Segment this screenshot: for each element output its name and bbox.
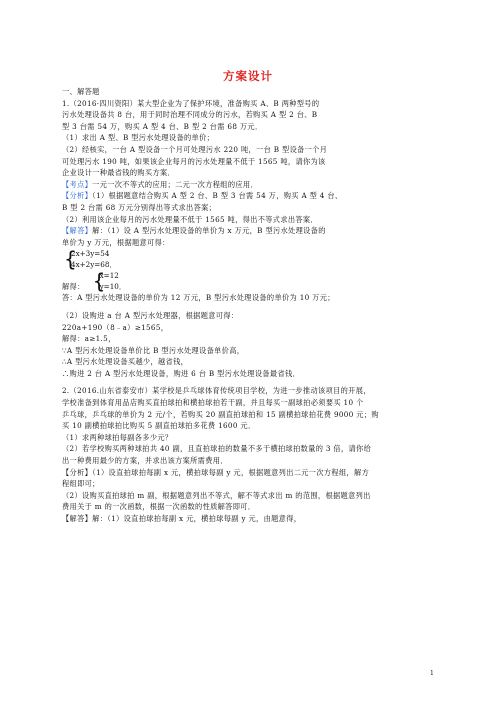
- q2-line-6: （2）若学校购买两种球拍共 40 副，且直拍球拍的数量不多于横拍球拍数量的 3 倍，请你给: [62, 444, 372, 454]
- q2-line-5: （1）求两种球拍每副各多少元？: [62, 432, 173, 442]
- kaodian-line: [62, 179, 428, 191]
- page-number: 1: [430, 670, 434, 677]
- doc-title: 方案设计: [223, 69, 273, 83]
- jieda2-text: 解：（1）设直拍球拍每副 x 元，横拍球每副 y 元，由题意得，: [92, 514, 302, 523]
- q1b-line-4: ∵A 型污水处理设备单价比 B 型污水处理设备单价高，: [62, 345, 245, 355]
- q1b-line-3: 解得：a≥1.5，: [62, 334, 116, 344]
- q1-line-3: 型 3 台需 54 万，购买 A 型 4 台、B 型 2 台需 68 万元．: [62, 121, 263, 131]
- jieda-text-1: 解：（1）设 A 型污水处理设备的单价为 x 万元，B 型污水处理设备的: [92, 226, 326, 236]
- fenxi2-line-2: 程组即可；: [62, 479, 100, 489]
- q1b-line-5: ∴A 型污水处理设备买越少，越省钱，: [62, 357, 189, 367]
- q1-line-5: （2）经核实，一台 A 型设备一个月可处理污水 220 吨，一台 B 型设备一个月: [62, 144, 328, 154]
- solution-label: 解得：: [62, 281, 85, 291]
- answer-1: 答：A 型污水处理设备的单价为 12 万元，B 型污水处理设备的单价为 10 万元；: [62, 293, 335, 303]
- fenxi2-tag: 【分析】: [62, 467, 93, 477]
- system-2-period: ．: [118, 282, 127, 292]
- jieda2-tag: 【解答】: [62, 514, 93, 523]
- section-heading: 一、解答题: [62, 87, 100, 96]
- solution-x: x=12: [99, 271, 119, 281]
- solution-row: [62, 270, 428, 292]
- q1b-line-1: （2）设购进 a 台 A 型污水处理器，根据题意可得：: [62, 310, 239, 320]
- system-1-period: ．: [109, 260, 117, 270]
- fenxi2-line-3: （2）设购买直拍球拍 m 副，根据题意列出不等式，解不等式求出 m 的范围，根据题意列出: [62, 490, 371, 500]
- q1-line-2: 污水处理设备共 8 台，用于同时治理不同成分的污水，若购买 A 型 2 台、B: [62, 110, 318, 120]
- jieda-line-1: [62, 225, 428, 237]
- fenxi2-text-1: （1）设直拍球拍每副 x 元，横拍球每副 y 元，根据题意列出二元一次方程组，解方: [92, 467, 370, 477]
- fenxi-line-1: [62, 190, 428, 202]
- fenxi2-line-1: [62, 467, 428, 479]
- q1b-line-2: 220a+190（8﹣a）≥1565，: [62, 322, 169, 332]
- equation-system-1: [64, 248, 109, 270]
- jieda2-line-1: [62, 513, 428, 525]
- q2-line-1: 2.（2016.山东省泰安市）某学校是乒乓球体育传统项目学校，为进一步推动该项目的开展，: [62, 386, 371, 396]
- q2-line-4: 买 10 副横拍球拍比购买 5 副直拍球拍多花费 1600 元．: [62, 421, 256, 431]
- q1-line-1: 1.（2016·四川资阳）某大型企业为了保护环境，准备购买 A、B 两种型号的: [62, 98, 320, 108]
- q2-line-7: 出一种费用最少的方案，并求出该方案所需费用．: [62, 456, 228, 466]
- solution-y: y=10: [99, 282, 119, 292]
- brace-icon: {: [92, 269, 106, 294]
- kaodian-tag: 【考点】: [62, 179, 93, 189]
- jieda-tag: 【解答】: [62, 226, 93, 236]
- equation-1: 2x+3y=54: [71, 249, 110, 259]
- q2-line-3: 乒乓球，乒乓球的单价为 2 元/个，若购买 20 副直拍球拍和 15 副横拍球拍花费 9000 元；购: [62, 409, 379, 419]
- jieda-line-2: 单价为 y 万元，根据题意可得：: [62, 237, 170, 247]
- fenxi-line-2: B 型 2 台需 68 万元分别得出等式求出答案；: [62, 202, 217, 212]
- q1-line-6: 可处理污水 190 吨，如果该企业每月的污水处理量不低于 1565 吨，请你为该: [62, 156, 326, 166]
- fenxi2-line-4: 费用关于 m 的一次函数，根据一次函数的性质解答即可．: [62, 502, 256, 512]
- q1-line-4: （1）求出 A 型、B 型污水处理设备的单价；: [62, 133, 215, 143]
- fenxi-line-3: （2）利用该企业每月的污水处理量不低于 1565 吨，得出不等式求出答案．: [62, 214, 319, 224]
- doc-body: [62, 86, 428, 525]
- q1-line-7: 企业设计一种最省钱的购买方案．: [62, 168, 176, 178]
- brace-icon: {: [64, 247, 77, 272]
- q1b-line-6: ∴购进 2 台 A 型污水处理设备，购进 6 台 B 型污水处理设备最省钱．: [62, 368, 301, 378]
- equation-system-1-row: [62, 248, 428, 270]
- equation-system-2: [93, 270, 119, 292]
- fenxi-tag: 【分析】: [62, 191, 93, 201]
- q2-line-2: 学校准备到体育用品店购买直拍球拍和横拍球拍若干副，并且每买一副球拍必须要买 10 个: [62, 398, 364, 408]
- fenxi-text-1: （1）根据题意结合购买 A 型 2 台、B 型 3 台需 54 万，购买 A 型 4 台、: [92, 191, 343, 201]
- equation-2: 4x+2y=68: [71, 260, 110, 270]
- kaodian-text: 一元一次不等式的应用；二元一次方程组的应用．: [92, 179, 258, 189]
